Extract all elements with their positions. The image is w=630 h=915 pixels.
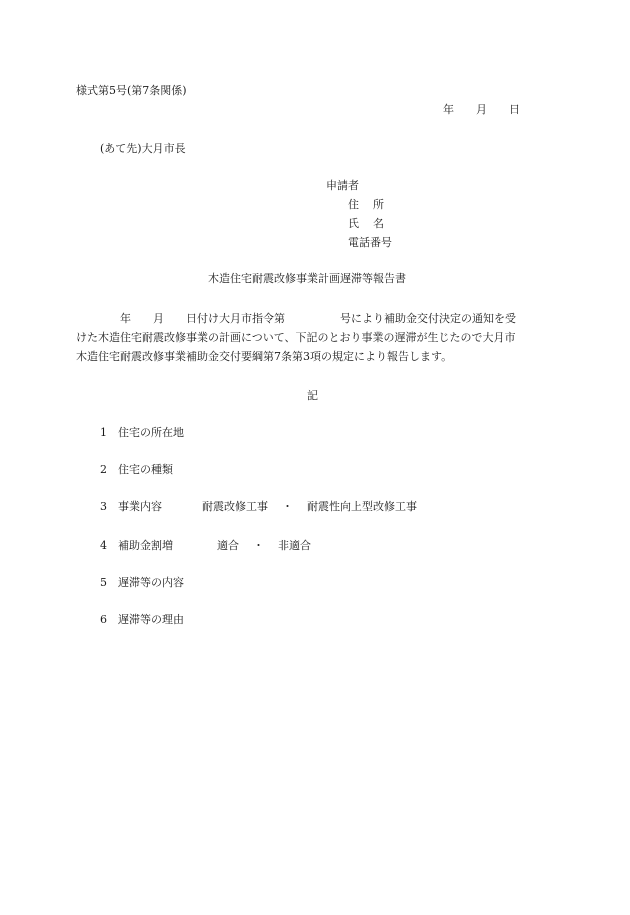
addressee: (あて先)大月市長: [100, 142, 186, 155]
date-month-label: 月: [476, 103, 487, 116]
applicant-label: 申請者: [326, 179, 359, 192]
date-year-label: 年: [443, 103, 454, 116]
option-separator: ・: [253, 539, 264, 552]
item-label: 補助金割増: [118, 539, 173, 552]
option-separator: ・: [282, 500, 293, 513]
address-label-text: 住所: [348, 198, 398, 211]
option-eligible: 適合: [217, 539, 239, 552]
name-label-text: 氏名: [348, 217, 398, 230]
list-item: [100, 576, 184, 590]
body-line-1: 年 月 日付け大月市指令第 号により補助金交付決定の通知を受: [76, 312, 516, 325]
item-label: 住宅の所在地: [118, 426, 184, 439]
document-title: 木造住宅耐震改修事業計画遅滞等報告書: [208, 272, 406, 285]
list-item: [100, 426, 184, 440]
list-item: [100, 613, 184, 627]
item-label: 事業内容: [118, 500, 162, 513]
list-item: [100, 500, 417, 514]
option-seismic-retrofit: 耐震改修工事: [202, 500, 268, 513]
body-line-3: 木造住宅耐震改修事業補助金交付要綱第7条第3項の規定により報告します。: [76, 350, 453, 363]
option-seismic-improvement: 耐震性向上型改修工事: [307, 500, 417, 513]
ki-heading: 記: [307, 389, 318, 402]
list-item: [100, 539, 311, 553]
item-label: 遅滞等の理由: [118, 613, 184, 626]
option-ineligible: 非適合: [278, 539, 311, 552]
item-number: 1: [100, 426, 107, 439]
list-item: [100, 463, 173, 477]
body-line-2: けた木造住宅耐震改修事業の計画について、下記のとおり事業の遅滞が生じたので大月市: [76, 331, 516, 344]
item-label: 住宅の種類: [118, 463, 173, 476]
item-label: 遅滞等の内容: [118, 576, 184, 589]
date-line: [443, 103, 520, 117]
applicant-phone-label: 電話番号: [348, 236, 392, 249]
item-number: 3: [100, 500, 107, 513]
item-number: 4: [100, 539, 107, 552]
applicant-address-label: [348, 198, 398, 212]
applicant-name-label: [348, 217, 398, 231]
item-number: 6: [100, 613, 107, 626]
item-number: 5: [100, 576, 107, 589]
body-paragraph: [76, 309, 554, 366]
item-number: 2: [100, 463, 107, 476]
form-number: 様式第5号(第7条関係): [76, 84, 187, 97]
date-day-label: 日: [509, 103, 520, 116]
